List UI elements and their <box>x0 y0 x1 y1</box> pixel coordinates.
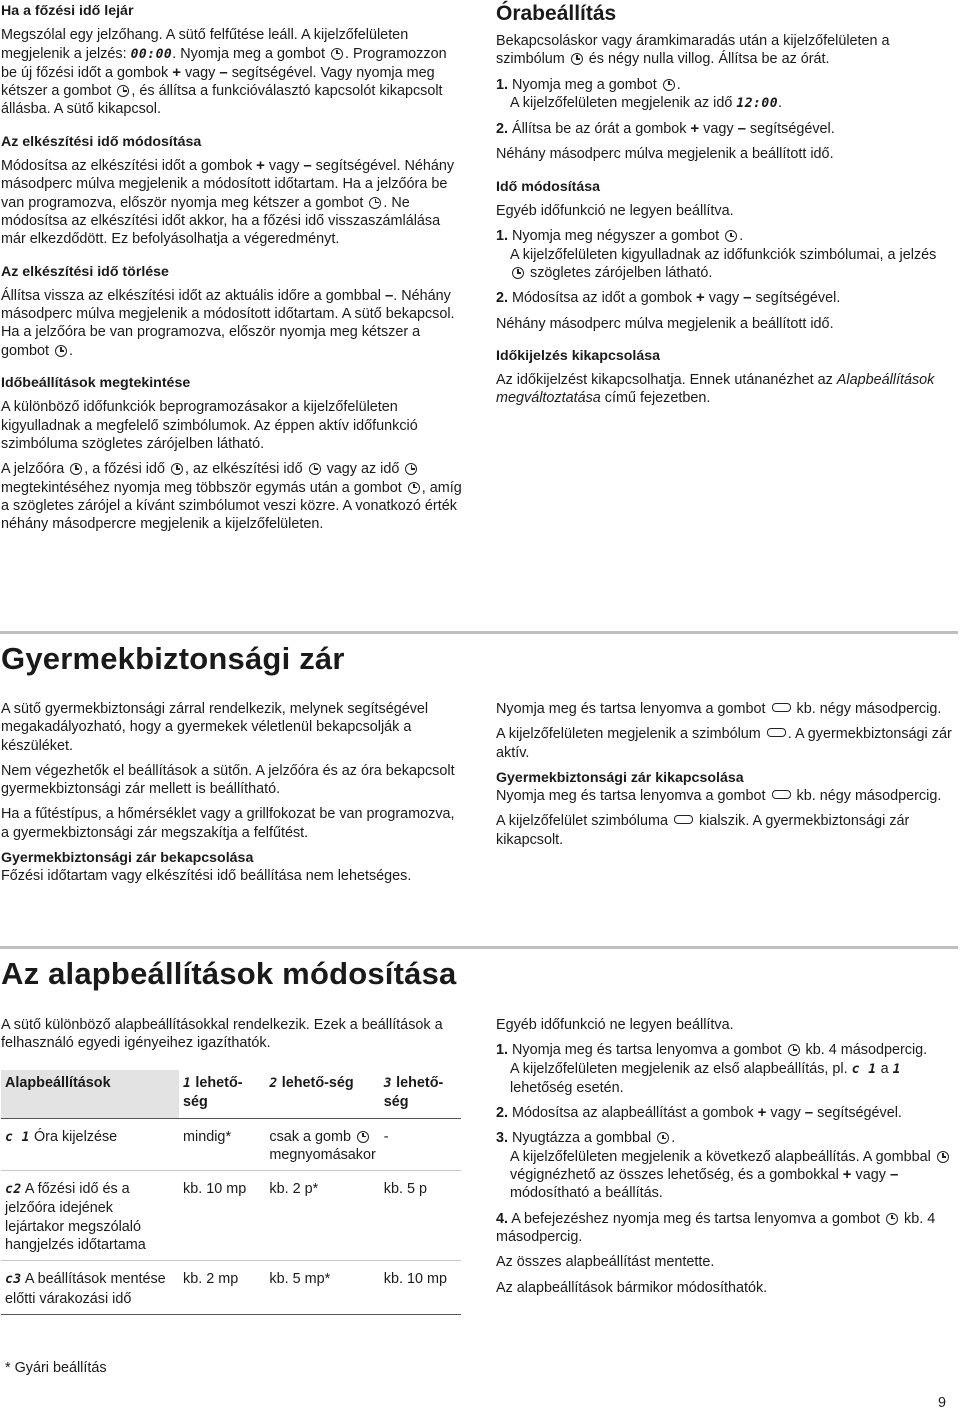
minus-icon: – <box>303 157 312 175</box>
section-divider <box>0 946 958 949</box>
list-item: 4. A befejezéshez nyomja meg és tartsa lenyomva a gombot kb. 4 másodpercig. <box>496 1210 936 1245</box>
table-cell: kb. 10 mp <box>383 1271 447 1288</box>
table-cell: mindig* <box>183 1128 232 1145</box>
section-title: Ha a főzési idő lejár <box>1 3 134 19</box>
clock-icon <box>725 230 737 242</box>
clock-icon <box>331 48 343 60</box>
section-title: Gyermekbiztonsági zár <box>1 641 345 676</box>
child-lock-right <box>496 700 956 856</box>
list-item: 2. Módosítsa az alapbeállítást a gombok + vagy – segítségével. <box>496 1104 902 1122</box>
top-right-column <box>496 2 956 415</box>
section-title: Időkijelzés kikapcsolása <box>496 347 661 364</box>
list-item: 1. Nyomja meg és tartsa lenyomva a gombot kb. 4 másodpercig. A kijelzőfelületen megjelenik az első alapbeállítás, pl. c 1 a 1 lehetőség esetén. <box>496 1042 928 1096</box>
cooking-time-icon <box>171 463 183 475</box>
plus-icon: + <box>690 120 700 138</box>
section-title: Gyermekbiztonsági zár bekapcsolása <box>1 850 254 867</box>
paragraph: Állítsa vissza az elkészítési időt az aktuális időre a gombbal –. Néhány másodperc múlva megjelenik a módosított időtartam. A sütő bekapcsol. Ha a jelzőóra be van programozva, először nyomja meg kétszer a gombot . <box>1 286 455 359</box>
paragraph: Főzési időtartam vagy elkészítési idő beállítása nem lehetséges. <box>1 868 412 885</box>
section-title: Az alapbeállítások módosítása <box>1 956 457 991</box>
list-item: 3. Nyugtázza a gombbal . A kijelzőfelületen megjelenik a következő alapbeállítás. A gombbal végignézhető az összes lehetőség, és a gombokkal + vagy – módosítható a beállítás. <box>496 1129 956 1202</box>
key-icon <box>772 790 791 799</box>
child-lock-left <box>1 700 463 893</box>
table-cell: kb. 5 p <box>383 1181 427 1198</box>
paragraph: A kijelzőfelületen megjelenik a szimbólum . A gyermekbiztonsági zár aktív. <box>496 726 952 761</box>
clock-icon <box>788 1044 800 1056</box>
minus-icon: – <box>804 1104 814 1122</box>
plus-icon: + <box>172 63 181 81</box>
table-header: 2 lehető-ség <box>269 1075 354 1091</box>
table-header: 1 lehető-ség <box>183 1075 243 1111</box>
table-row <box>1 1118 461 1171</box>
table-cell: c 1 Óra kijelzése <box>5 1128 118 1145</box>
minus-icon: – <box>219 63 228 81</box>
table-cell: c2 A főzési idő és a jelzőóra idejének lejártakor megszólaló hangjelzés időtartama <box>5 1181 146 1254</box>
table-cell: kb. 10 mp <box>183 1181 247 1198</box>
end-time-icon <box>309 463 321 475</box>
plus-icon: + <box>256 157 265 175</box>
clock-icon <box>512 267 524 279</box>
table-cell: kb. 2 mp <box>183 1271 239 1288</box>
paragraph: Az időkijelzést kikapcsolhatja. Ennek utánanézhet az Alapbeállítások megváltoztatása című fejezetben. <box>496 372 935 407</box>
clock-icon <box>357 1131 369 1143</box>
clock-icon <box>369 197 381 209</box>
paragraph: Ha a fűtéstípus, a hőmérséklet vagy a grillfokozat be van programozva, a gyermekbiztonsági zár megszakítja a felfűtést. <box>1 806 455 841</box>
steps-list <box>496 227 956 307</box>
section-title: Az elkészítési idő törlése <box>1 263 169 280</box>
list-item: 1. Nyomja meg a gombot . A kijelzőfelületen megjelenik az idő 12:00. <box>496 76 783 111</box>
plus-icon: + <box>757 1104 767 1122</box>
table-header-row <box>1 1070 461 1118</box>
paragraph: Néhány másodperc múlva megjelenik a beállított idő. <box>496 315 834 332</box>
minus-icon: – <box>889 1166 899 1184</box>
clock-icon <box>571 53 583 65</box>
plus-icon: + <box>696 289 705 307</box>
key-icon <box>674 815 693 824</box>
paragraph: Néhány másodperc múlva megjelenik a beállított idő. <box>496 146 834 163</box>
clock-icon <box>408 482 420 494</box>
table-cell: kb. 2 p* <box>269 1181 319 1198</box>
clock-icon <box>663 79 675 91</box>
paragraph: Nyomja meg és tartsa lenyomva a gombot kb. négy másodpercig. <box>496 701 942 717</box>
paragraph: A különböző időfunkciók beprogramozásakor a kijelzőfelületen kigyulladnak a megfelelő szimbólumok. Az éppen aktív időfunkció szimbóluma szögletes zárójelben látható. <box>1 399 418 452</box>
display-readout: 00:00 <box>130 46 173 62</box>
minus-icon: – <box>737 120 746 138</box>
paragraph: Egyéb időfunkció ne legyen beállítva. <box>496 1017 734 1033</box>
clock-icon <box>117 85 129 97</box>
section-divider <box>0 631 958 634</box>
table-cell: csak a gomb megnyomásakor <box>269 1128 376 1163</box>
basic-left <box>1 1016 463 1060</box>
footnote: * Gyári beállítás <box>5 1360 107 1376</box>
clock-icon <box>657 1132 669 1144</box>
table-header: Alapbeállítások <box>1 1070 179 1118</box>
key-icon <box>772 703 791 712</box>
section-title: Az elkészítési idő módosítása <box>1 133 202 150</box>
key-icon <box>767 728 786 737</box>
section-title: Gyermekbiztonsági zár kikapcsolása <box>496 769 744 786</box>
clock-icon <box>55 345 67 357</box>
paragraph: Egyéb időfunkció ne legyen beállítva. <box>496 203 734 220</box>
section-title: Időbeállítások megtekintése <box>1 375 191 392</box>
clock-icon <box>937 1151 949 1163</box>
paragraph: A sütő gyermekbiztonsági zárral rendelkezik, melynek segítségével megakadályozható, hogy a gyermekek véletlenül bekapcsolják a készüléket. <box>1 701 429 754</box>
table-row <box>1 1261 461 1315</box>
paragraph: Bekapcsoláskor vagy áramkimaradás után a kijelzőfelületen a szimbólum és négy nulla villog. Állítsa be az órát. <box>496 33 890 68</box>
list-item: 2. Módosítsa az időt a gombok + vagy – segítségével. <box>496 289 841 307</box>
plus-icon: + <box>842 1166 852 1184</box>
minus-icon: – <box>384 286 394 304</box>
page-number: 9 <box>938 1395 947 1411</box>
table-header: 3 lehető-ség <box>383 1075 444 1111</box>
table-cell: - <box>383 1128 389 1145</box>
paragraph: Nem végezhetők el beállítások a sütőn. A jelzőóra és az óra bekapcsolt gyermekbiztonsági zár mellett is beállítható. <box>1 762 455 798</box>
paragraph: Megszólal egy jelzőhang. A sütő felfűtése leáll. A kijelzőfelületen megjelenik a jelzés: 00:00. Nyomja meg a gombot . Programozzon be új főzési időt a gombok + vagy – segítségével. Vagy nyomja meg kétszer a gombot , és állítsa a funkcióválasztó kapcsolót kikapcsolt állásba. A sütő kikapcsol. <box>1 27 447 118</box>
bell-icon <box>70 463 82 475</box>
paragraph: A kijelzőfelület szimbóluma kialszik. A gyermekbiztonsági zár kikapcsolt. <box>496 813 910 848</box>
list-item: 1. Nyomja meg négyszer a gombot . A kijelzőfelületen kigyulladnak az időfunkciók szimbólumai, a jelzés szögletes zárójelben látható. <box>496 228 937 281</box>
clock-icon <box>405 463 417 475</box>
paragraph: Az összes alapbeállítást mentette. <box>496 1254 715 1271</box>
display-readout: 12:00 <box>736 95 779 111</box>
clock-icon <box>886 1213 898 1225</box>
paragraph: Nyomja meg és tartsa lenyomva a gombot kb. négy másodpercig. <box>496 788 942 805</box>
steps-list <box>496 1041 956 1246</box>
table-row <box>1 1171 461 1261</box>
section-title: Órabeállítás <box>496 2 617 25</box>
paragraph: Az alapbeállítások bármikor módosíthatók. <box>496 1279 768 1296</box>
paragraph: A jelzőóra , a főzési idő , az elkészítési idő vagy az idő megtekintéséhez nyomja meg többször egymás után a gombot , amíg a szögletes zárójel a kívánt szimbólumot veszi közre. A vonatkozó érték néhány másodpercre megjelenik a kijelzőfelületen. <box>1 461 462 533</box>
table-cell: c3 A beállítások mentése előtti várakozási idő <box>5 1271 166 1307</box>
paragraph: A sütő különböző alapbeállításokkal rendelkezik. Ezek a beállítások a felhasználó egyedi igényeihez igazíthatók. <box>1 1017 443 1052</box>
paragraph: Módosítsa az elkészítési időt a gombok + vagy – segítségével. Néhány másodperc múlva megjelenik a módosított időtartam. Ha a jelzőóra be van programozva, először nyomja meg kétszer a gombot . Ne módosítsa az elkészítési időt akkor, ha a főzési idő visszaszámlálása már elkezdődött. Ez befolyásolhatja a végeredményt. <box>1 157 455 248</box>
steps-list <box>496 76 956 139</box>
settings-table <box>1 1070 461 1315</box>
list-item: 2. Állítsa be az órát a gombok + vagy – segítségével. <box>496 120 835 138</box>
table-cell: kb. 5 mp* <box>269 1271 331 1288</box>
minus-icon: – <box>743 289 752 307</box>
basic-right <box>496 1016 956 1304</box>
section-title: Idő módosítása <box>496 178 601 195</box>
top-left-column <box>1 2 463 540</box>
